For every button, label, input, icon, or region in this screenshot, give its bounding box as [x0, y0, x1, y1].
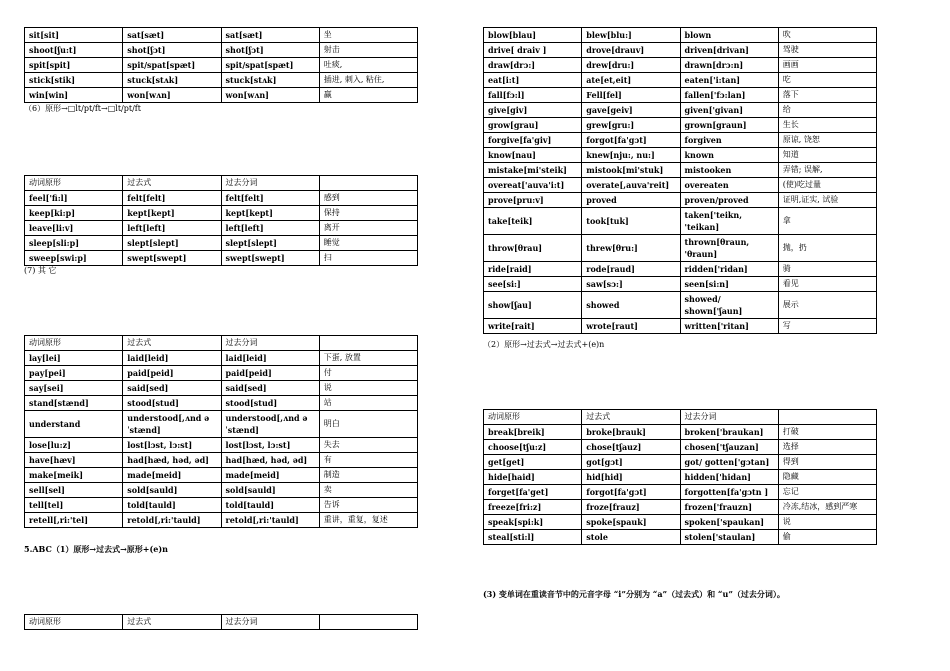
verb-form-cell: spoken['spaukan] [680, 515, 778, 530]
meaning-cell [319, 176, 417, 191]
verb-form-cell: stuck[stʌk] [123, 73, 221, 88]
verb-form-cell: paid[peid] [123, 366, 221, 381]
meaning-cell: 制造 [319, 468, 417, 483]
meaning-cell: 保持 [319, 206, 417, 221]
verb-form-cell: prove[pru:v] [484, 193, 582, 208]
table-row [25, 191, 418, 206]
verb-form-cell: feel['fi:l] [25, 191, 123, 206]
verb-form-cell: proven/proved [680, 193, 778, 208]
verb-form-cell: given['givan] [680, 103, 778, 118]
verb-form-cell: stand[stænd] [25, 396, 123, 411]
verb-form-cell: understood[,ʌnd əˈstænd] [123, 411, 221, 438]
verb-form-cell: taken['teikn, 'teikan] [680, 208, 778, 235]
verb-form-cell: froze[frauz] [582, 500, 680, 515]
verb-form-cell: felt[felt] [123, 191, 221, 206]
verb-table-2 [24, 175, 418, 266]
verb-form-cell: broke[brauk] [582, 425, 680, 440]
verb-form-cell: Fell[fel] [582, 88, 680, 103]
verb-form-cell: 过去分词 [221, 176, 319, 191]
verb-form-cell: pay[pei] [25, 366, 123, 381]
verb-form-cell: grew[gru:] [582, 118, 680, 133]
verb-form-cell: rode[raud] [582, 262, 680, 277]
table-row [484, 103, 877, 118]
meaning-cell: 得到 [778, 455, 876, 470]
verb-form-cell: eat[i:t] [484, 73, 582, 88]
table-row [25, 206, 418, 221]
verb-form-cell: tell[tel] [25, 498, 123, 513]
meaning-cell: 射击 [319, 43, 417, 58]
verb-form-cell: shot[ʃɔt] [123, 43, 221, 58]
verb-form-cell: won[wʌn] [123, 88, 221, 103]
verb-form-cell: steal[sti:l] [484, 530, 582, 545]
verb-form-cell: took[tuk] [582, 208, 680, 235]
table-row [484, 530, 877, 545]
meaning-cell: 证明,证实, 试验 [778, 193, 876, 208]
verb-form-cell: fall[fɔ:l] [484, 88, 582, 103]
table-row [484, 515, 877, 530]
meaning-cell: 给 [778, 103, 876, 118]
verb-form-cell: freeze[fri:z] [484, 500, 582, 515]
verb-form-cell: retell[,ri:'tel] [25, 513, 123, 528]
verb-table-1 [24, 27, 418, 103]
table-row [25, 468, 418, 483]
verb-form-cell: 过去分词 [680, 410, 778, 425]
table-row [484, 163, 877, 178]
meaning-cell: 扫 [319, 251, 417, 266]
verb-form-cell: stuck[stʌk] [221, 73, 319, 88]
verb-form-cell: forgot[fa'gɔt] [582, 485, 680, 500]
meaning-cell: 离开 [319, 221, 417, 236]
verb-form-cell: told[tauld] [123, 498, 221, 513]
verb-form-cell: frozen['frauzn] [680, 500, 778, 515]
table-row [484, 73, 877, 88]
meaning-cell: 展示 [778, 292, 876, 319]
table-row [484, 319, 877, 334]
verb-form-cell: speak[spi:k] [484, 515, 582, 530]
verb-form-cell: laid[leid] [221, 351, 319, 366]
meaning-cell: 吹 [778, 28, 876, 43]
verb-form-cell: stolen['staulan] [680, 530, 778, 545]
table-row [25, 28, 418, 43]
table-row [484, 88, 877, 103]
verb-form-cell: lay[lei] [25, 351, 123, 366]
verb-form-cell: hide[haid] [484, 470, 582, 485]
verb-form-cell: shot[ʃɔt] [221, 43, 319, 58]
table-row [25, 88, 418, 103]
verb-form-cell: spoke[spauk] [582, 515, 680, 530]
verb-form-cell: make[meik] [25, 468, 123, 483]
verb-form-cell: lost[lɔst, lɔ:st] [221, 438, 319, 453]
verb-form-cell: retold[,ri:'tauld] [123, 513, 221, 528]
verb-form-cell: forget[fa'get] [484, 485, 582, 500]
table-row [484, 148, 877, 163]
table-row [484, 178, 877, 193]
verb-form-cell: slept[slept] [221, 236, 319, 251]
verb-form-cell: won[wʌn] [221, 88, 319, 103]
verb-form-cell: sold[sauld] [221, 483, 319, 498]
verb-form-cell: seen[si:n] [680, 277, 778, 292]
note-rule-2: （2）原形→过去式→过去式+(e)n [483, 340, 605, 349]
verb-form-cell: forgive[fa'giv] [484, 133, 582, 148]
table-row [484, 133, 877, 148]
verb-form-cell: grow[grau] [484, 118, 582, 133]
verb-form-cell: fallen['fɔ:lan] [680, 88, 778, 103]
table-row [484, 455, 877, 470]
verb-form-cell: overate[,auva'reit] [582, 178, 680, 193]
verb-form-cell: forgiven [680, 133, 778, 148]
meaning-cell [319, 615, 417, 630]
table-row [25, 453, 418, 468]
verb-form-cell: drawn[drɔ:n] [680, 58, 778, 73]
verb-form-cell: told[tauld] [221, 498, 319, 513]
verb-form-cell: said[sed] [221, 381, 319, 396]
meaning-cell: 感到 [319, 191, 417, 206]
verb-form-cell: stole [582, 530, 680, 545]
verb-form-cell: left[left] [221, 221, 319, 236]
meaning-cell: 赢 [319, 88, 417, 103]
verb-form-cell: have[hæv] [25, 453, 123, 468]
verb-form-cell: threw[θru:] [582, 235, 680, 262]
meaning-cell: 说 [319, 381, 417, 396]
verb-form-cell: showed [582, 292, 680, 319]
meaning-cell: 落下 [778, 88, 876, 103]
table-row [25, 176, 418, 191]
verb-form-cell: showed/ shown['ʃaun] [680, 292, 778, 319]
verb-form-cell: write[rait] [484, 319, 582, 334]
verb-form-cell: forgot[fa'gɔt] [582, 133, 680, 148]
verb-form-cell: eaten['i:tan] [680, 73, 778, 88]
verb-form-cell: drove[drauv] [582, 43, 680, 58]
verb-form-cell: kept[kept] [123, 206, 221, 221]
meaning-cell: 打破 [778, 425, 876, 440]
table-row [484, 235, 877, 262]
verb-form-cell: 动词原形 [25, 615, 123, 630]
verb-form-cell: sat[sæt] [221, 28, 319, 43]
verb-form-cell: stood[stud] [221, 396, 319, 411]
table-row [484, 193, 877, 208]
verb-form-cell: mistooken [680, 163, 778, 178]
verb-form-cell: stick[stik] [25, 73, 123, 88]
meaning-cell: 骑 [778, 262, 876, 277]
verb-form-cell: ate[et,eit] [582, 73, 680, 88]
verb-form-cell: 过去式 [123, 336, 221, 351]
verb-form-cell: grown[graun] [680, 118, 778, 133]
meaning-cell: 告诉 [319, 498, 417, 513]
verb-form-cell: sleep[sli:p] [25, 236, 123, 251]
verb-form-cell: ride[raid] [484, 262, 582, 277]
verb-form-cell: proved [582, 193, 680, 208]
verb-form-cell: know[nau] [484, 148, 582, 163]
table-row [25, 366, 418, 381]
table-row [484, 28, 877, 43]
verb-form-cell: 过去式 [123, 176, 221, 191]
verb-table-5 [483, 27, 877, 334]
meaning-cell: 知道 [778, 148, 876, 163]
table-row [25, 43, 418, 58]
meaning-cell: 看见 [778, 277, 876, 292]
table-row [484, 262, 877, 277]
verb-form-cell: laid[leid] [123, 351, 221, 366]
verb-form-cell: keep[ki:p] [25, 206, 123, 221]
meaning-cell: 卖 [319, 483, 417, 498]
verb-form-cell: break[breik] [484, 425, 582, 440]
verb-form-cell: spit[spit] [25, 58, 123, 73]
meaning-cell: 睡觉 [319, 236, 417, 251]
verb-form-cell: sweep[swi:p] [25, 251, 123, 266]
table-row [25, 498, 418, 513]
verb-form-cell: kept[kept] [221, 206, 319, 221]
meaning-cell: 下蛋, 放置 [319, 351, 417, 366]
table-row [484, 440, 877, 455]
table-row [484, 292, 877, 319]
meaning-cell: 站 [319, 396, 417, 411]
verb-form-cell: draw[drɔ:] [484, 58, 582, 73]
verb-form-cell: show[ʃau] [484, 292, 582, 319]
meaning-cell: 画画 [778, 58, 876, 73]
verb-form-cell: 过去式 [123, 615, 221, 630]
meaning-cell [778, 410, 876, 425]
verb-form-cell: understood[,ʌnd əˈstænd] [221, 411, 319, 438]
verb-form-cell: felt[felt] [221, 191, 319, 206]
verb-form-cell: lost[lɔst, lɔ:st] [123, 438, 221, 453]
verb-form-cell: said[sed] [123, 381, 221, 396]
verb-table-4 [24, 614, 418, 630]
meaning-cell: 选择 [778, 440, 876, 455]
verb-form-cell: choose[tʃu:z] [484, 440, 582, 455]
meaning-cell: 驾驶 [778, 43, 876, 58]
verb-form-cell: get[get] [484, 455, 582, 470]
meaning-cell: 抛，扔 [778, 235, 876, 262]
verb-form-cell: driven[drivan] [680, 43, 778, 58]
verb-form-cell: 动词原形 [25, 336, 123, 351]
verb-form-cell: take[teik] [484, 208, 582, 235]
verb-form-cell: overeaten [680, 178, 778, 193]
verb-form-cell: throw[θrau] [484, 235, 582, 262]
table-row [25, 381, 418, 396]
table-row [25, 513, 418, 528]
verb-form-cell: wrote[raut] [582, 319, 680, 334]
verb-form-cell: 动词原形 [484, 410, 582, 425]
verb-form-cell: swept[swept] [221, 251, 319, 266]
table-row [25, 336, 418, 351]
verb-form-cell: chosen['tʃauzan] [680, 440, 778, 455]
meaning-cell: 冷冻,结冰，感到严寒 [778, 500, 876, 515]
table-row [484, 58, 877, 73]
verb-form-cell: win[win] [25, 88, 123, 103]
table-row [25, 438, 418, 453]
table-row [25, 73, 418, 88]
verb-form-cell: blew[blu:] [582, 28, 680, 43]
verb-form-cell: overeat['auva'i:t] [484, 178, 582, 193]
verb-form-cell: got[gɔt] [582, 455, 680, 470]
table-row [25, 396, 418, 411]
verb-form-cell: made[meid] [221, 468, 319, 483]
verb-form-cell: 过去分词 [221, 615, 319, 630]
table-row [25, 615, 418, 630]
verb-table-3 [24, 335, 418, 528]
meaning-cell: 有 [319, 453, 417, 468]
table-row [484, 425, 877, 440]
table-row [25, 351, 418, 366]
verb-form-cell: saw[sɔ:] [582, 277, 680, 292]
table-row [25, 58, 418, 73]
verb-form-cell: swept[swept] [123, 251, 221, 266]
table-row [25, 483, 418, 498]
table-row [25, 251, 418, 266]
meaning-cell: 插进, 刺入, 粘住, [319, 73, 417, 88]
verb-form-cell: blown [680, 28, 778, 43]
verb-form-cell: sell[sel] [25, 483, 123, 498]
verb-form-cell: paid[peid] [221, 366, 319, 381]
table-row [484, 485, 877, 500]
verb-form-cell: known [680, 148, 778, 163]
verb-form-cell: drive[ draiv ] [484, 43, 582, 58]
verb-form-cell: sit[sit] [25, 28, 123, 43]
verb-form-cell: knew[nju:, nu:] [582, 148, 680, 163]
verb-form-cell: got/ gotten['gɔtan] [680, 455, 778, 470]
meaning-cell: 原谅, 饶恕 [778, 133, 876, 148]
meaning-cell: 弄错; 误解, [778, 163, 876, 178]
verb-form-cell: sold[sauld] [123, 483, 221, 498]
table-row [484, 208, 877, 235]
note-rule-3: (3) 变单词在重读音节中的元音字母 “i”分别为 “a”（过去式）和 “u”（过去分词）。 [483, 589, 785, 599]
verb-form-cell: made[meid] [123, 468, 221, 483]
note-rule-6: （6）原形→□lt/pt/ft→□lt/pt/ft [24, 104, 141, 113]
verb-form-cell: blow[blau] [484, 28, 582, 43]
verb-form-cell: slept[slept] [123, 236, 221, 251]
verb-form-cell: 过去分词 [221, 336, 319, 351]
verb-table-6 [483, 409, 877, 545]
verb-form-cell: stood[stud] [123, 396, 221, 411]
meaning-cell: (使)吃过量 [778, 178, 876, 193]
meaning-cell: 坐 [319, 28, 417, 43]
verb-form-cell: leave[li:v] [25, 221, 123, 236]
verb-form-cell: spit/spat[spæt] [221, 58, 319, 73]
verb-form-cell: say[sei] [25, 381, 123, 396]
verb-form-cell: lose[lu:z] [25, 438, 123, 453]
verb-form-cell: shoot[ʃu:t] [25, 43, 123, 58]
table-row [25, 221, 418, 236]
verb-form-cell: 过去式 [582, 410, 680, 425]
table-row [484, 410, 877, 425]
verb-form-cell: forgotten[fa'gɔtn ] [680, 485, 778, 500]
table-row [484, 277, 877, 292]
verb-form-cell: give[giv] [484, 103, 582, 118]
verb-form-cell: drew[dru:] [582, 58, 680, 73]
table-row [484, 500, 877, 515]
verb-form-cell: understand [25, 411, 123, 438]
meaning-cell: 拿 [778, 208, 876, 235]
verb-form-cell: had[hæd, həd, əd] [123, 453, 221, 468]
note-rule-7: (7) 其 它 [24, 266, 57, 275]
verb-form-cell: had[hæd, həd, əd] [221, 453, 319, 468]
verb-form-cell: broken['braukan] [680, 425, 778, 440]
verb-form-cell: sat[sæt] [123, 28, 221, 43]
meaning-cell: 失去 [319, 438, 417, 453]
verb-form-cell: retold[,ri:'tauld] [221, 513, 319, 528]
verb-form-cell: spit/spat[spæt] [123, 58, 221, 73]
note-rule-5abc: 5.ABC（1）原形→过去式→原形+(e)n [24, 544, 168, 554]
meaning-cell: 吐痰, [319, 58, 417, 73]
meaning-cell: 付 [319, 366, 417, 381]
table-row [25, 411, 418, 438]
table-row [484, 118, 877, 133]
meaning-cell: 吃 [778, 73, 876, 88]
table-row [484, 470, 877, 485]
verb-form-cell: thrown[θraun, 'θraun] [680, 235, 778, 262]
verb-form-cell: chose[tʃauz] [582, 440, 680, 455]
verb-form-cell: gave[geiv] [582, 103, 680, 118]
verb-form-cell: hidden['hidan] [680, 470, 778, 485]
meaning-cell: 隐藏 [778, 470, 876, 485]
meaning-cell: 偷 [778, 530, 876, 545]
meaning-cell: 写 [778, 319, 876, 334]
verb-form-cell: ridden['ridan] [680, 262, 778, 277]
table-row [25, 236, 418, 251]
verb-form-cell: mistake[mi'steik] [484, 163, 582, 178]
meaning-cell: 忘记 [778, 485, 876, 500]
meaning-cell [319, 336, 417, 351]
verb-form-cell: written['ritan] [680, 319, 778, 334]
meaning-cell: 重讲，重复，复述 [319, 513, 417, 528]
verb-form-cell: hid[hid] [582, 470, 680, 485]
verb-form-cell: mistook[mi'stuk] [582, 163, 680, 178]
table-row [484, 43, 877, 58]
verb-form-cell: see[si:] [484, 277, 582, 292]
meaning-cell: 生长 [778, 118, 876, 133]
meaning-cell: 说 [778, 515, 876, 530]
verb-form-cell: 动词原形 [25, 176, 123, 191]
verb-form-cell: left[left] [123, 221, 221, 236]
meaning-cell: 明白 [319, 411, 417, 438]
